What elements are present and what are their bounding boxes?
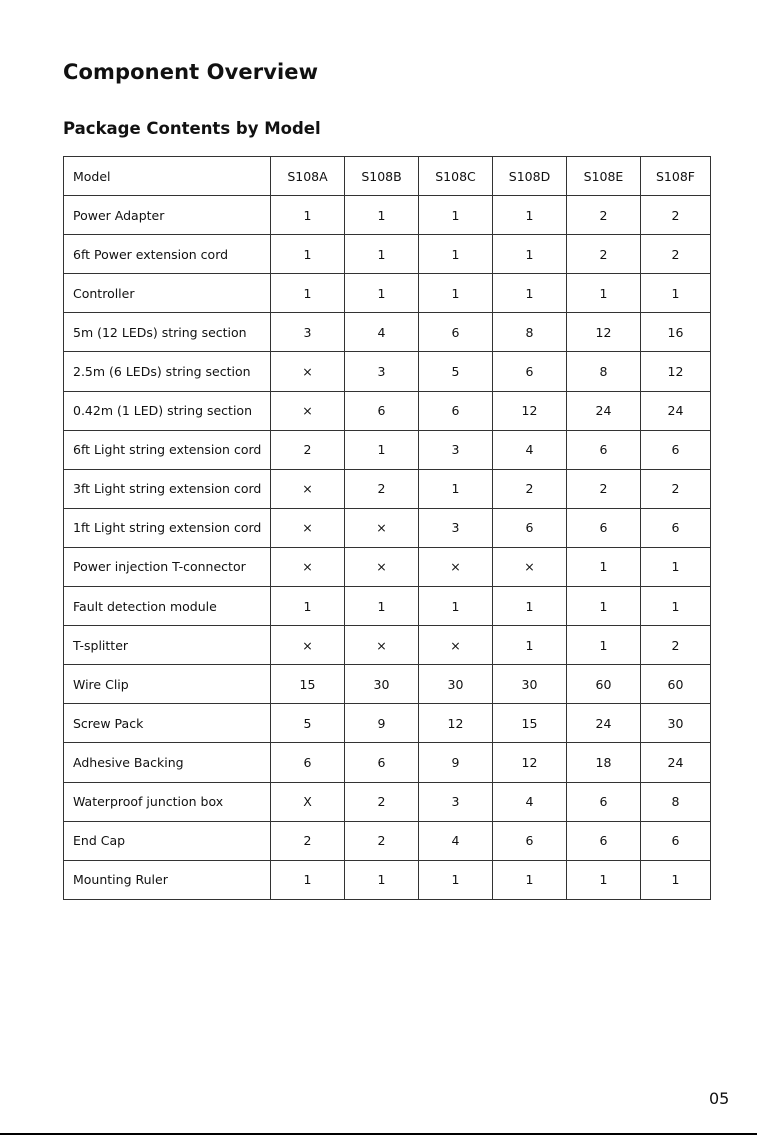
- quantity-cell: 15: [271, 665, 345, 704]
- quantity-cell: 16: [641, 313, 711, 352]
- quantity-cell: 1: [345, 235, 419, 274]
- quantity-cell: 3: [419, 782, 493, 821]
- quantity-cell: ×: [345, 626, 419, 665]
- quantity-cell: 2: [641, 469, 711, 508]
- quantity-cell: 1: [493, 587, 567, 626]
- quantity-cell: 6: [567, 821, 641, 860]
- quantity-cell: 30: [345, 665, 419, 704]
- header-cell-s108e: S108E: [567, 157, 641, 196]
- table-row: [64, 665, 711, 704]
- quantity-cell: ×: [271, 391, 345, 430]
- quantity-cell: 18: [567, 743, 641, 782]
- quantity-cell: 1: [641, 274, 711, 313]
- header-cell-s108f: S108F: [641, 157, 711, 196]
- quantity-cell: 12: [419, 704, 493, 743]
- table-row: [64, 235, 711, 274]
- quantity-cell: 6: [345, 743, 419, 782]
- quantity-cell: 1: [493, 235, 567, 274]
- component-name-cell: Mounting Ruler: [64, 860, 271, 899]
- table-body: [64, 157, 711, 900]
- table-row: [64, 430, 711, 469]
- quantity-cell: 2: [641, 196, 711, 235]
- quantity-cell: 4: [493, 430, 567, 469]
- quantity-cell: 3: [419, 508, 493, 547]
- quantity-cell: 1: [567, 626, 641, 665]
- quantity-cell: 1: [419, 274, 493, 313]
- quantity-cell: 6: [493, 821, 567, 860]
- header-cell-s108a: S108A: [271, 157, 345, 196]
- quantity-cell: X: [271, 782, 345, 821]
- quantity-cell: 12: [493, 743, 567, 782]
- header-cell-s108d: S108D: [493, 157, 567, 196]
- quantity-cell: 24: [567, 704, 641, 743]
- table-row: [64, 860, 711, 899]
- table-row: [64, 547, 711, 586]
- quantity-cell: ×: [271, 352, 345, 391]
- quantity-cell: 2: [271, 821, 345, 860]
- quantity-cell: 6: [567, 430, 641, 469]
- quantity-cell: 9: [345, 704, 419, 743]
- quantity-cell: 1: [345, 430, 419, 469]
- quantity-cell: 6: [419, 313, 493, 352]
- quantity-cell: ×: [419, 626, 493, 665]
- quantity-cell: 1: [271, 587, 345, 626]
- quantity-cell: 30: [493, 665, 567, 704]
- quantity-cell: 4: [419, 821, 493, 860]
- quantity-cell: 6: [493, 508, 567, 547]
- component-name-cell: 5m (12 LEDs) string section: [64, 313, 271, 352]
- quantity-cell: 1: [641, 587, 711, 626]
- quantity-cell: 24: [567, 391, 641, 430]
- quantity-cell: 1: [271, 235, 345, 274]
- quantity-cell: ×: [493, 547, 567, 586]
- quantity-cell: 6: [641, 821, 711, 860]
- quantity-cell: 1: [271, 274, 345, 313]
- component-name-cell: 2.5m (6 LEDs) string section: [64, 352, 271, 391]
- quantity-cell: 4: [345, 313, 419, 352]
- quantity-cell: 15: [493, 704, 567, 743]
- package-contents-table: [63, 156, 711, 900]
- quantity-cell: 8: [641, 782, 711, 821]
- table-row: [64, 391, 711, 430]
- quantity-cell: 2: [641, 235, 711, 274]
- component-name-cell: Adhesive Backing: [64, 743, 271, 782]
- quantity-cell: 1: [419, 469, 493, 508]
- header-cell-s108b: S108B: [345, 157, 419, 196]
- table-row: [64, 704, 711, 743]
- quantity-cell: 1: [345, 274, 419, 313]
- table-row: [64, 782, 711, 821]
- quantity-cell: 1: [419, 196, 493, 235]
- quantity-cell: ×: [419, 547, 493, 586]
- table-row: [64, 743, 711, 782]
- component-name-cell: Power Adapter: [64, 196, 271, 235]
- component-name-cell: 6ft Light string extension cord: [64, 430, 271, 469]
- quantity-cell: 2: [567, 235, 641, 274]
- quantity-cell: 1: [567, 860, 641, 899]
- quantity-cell: 12: [641, 352, 711, 391]
- quantity-cell: 1: [641, 547, 711, 586]
- component-name-cell: End Cap: [64, 821, 271, 860]
- component-name-cell: 6ft Power extension cord: [64, 235, 271, 274]
- quantity-cell: 1: [345, 860, 419, 899]
- quantity-cell: 1: [345, 196, 419, 235]
- quantity-cell: 1: [641, 860, 711, 899]
- quantity-cell: 1: [271, 860, 345, 899]
- table-header-row: [64, 157, 711, 196]
- table-row: [64, 352, 711, 391]
- quantity-cell: 2: [641, 626, 711, 665]
- quantity-cell: 30: [419, 665, 493, 704]
- quantity-cell: 3: [271, 313, 345, 352]
- quantity-cell: 6: [567, 508, 641, 547]
- quantity-cell: ×: [271, 469, 345, 508]
- quantity-cell: 30: [641, 704, 711, 743]
- quantity-cell: 2: [567, 196, 641, 235]
- component-name-cell: Power injection T-connector: [64, 547, 271, 586]
- table-row: [64, 274, 711, 313]
- quantity-cell: 6: [345, 391, 419, 430]
- quantity-cell: 8: [567, 352, 641, 391]
- page-title: Component Overview: [63, 60, 319, 84]
- quantity-cell: ×: [345, 547, 419, 586]
- page-number: 05: [709, 1089, 730, 1108]
- quantity-cell: 12: [493, 391, 567, 430]
- quantity-cell: 24: [641, 391, 711, 430]
- header-cell-model: Model: [64, 157, 271, 196]
- quantity-cell: 60: [567, 665, 641, 704]
- quantity-cell: 6: [419, 391, 493, 430]
- table-row: [64, 313, 711, 352]
- quantity-cell: 6: [567, 782, 641, 821]
- quantity-cell: 5: [271, 704, 345, 743]
- quantity-cell: 8: [493, 313, 567, 352]
- component-name-cell: 3ft Light string extension cord: [64, 469, 271, 508]
- quantity-cell: 2: [345, 821, 419, 860]
- quantity-cell: 2: [271, 430, 345, 469]
- quantity-cell: 1: [419, 860, 493, 899]
- quantity-cell: 1: [567, 274, 641, 313]
- quantity-cell: 1: [493, 860, 567, 899]
- quantity-cell: ×: [345, 508, 419, 547]
- quantity-cell: 1: [493, 274, 567, 313]
- quantity-cell: 2: [345, 782, 419, 821]
- quantity-cell: 6: [641, 430, 711, 469]
- quantity-cell: 3: [419, 430, 493, 469]
- component-name-cell: 1ft Light string extension cord: [64, 508, 271, 547]
- quantity-cell: 2: [345, 469, 419, 508]
- quantity-cell: 1: [419, 587, 493, 626]
- component-name-cell: Waterproof junction box: [64, 782, 271, 821]
- component-name-cell: T-splitter: [64, 626, 271, 665]
- quantity-cell: 6: [271, 743, 345, 782]
- table-row: [64, 196, 711, 235]
- quantity-cell: 6: [493, 352, 567, 391]
- header-cell-s108c: S108C: [419, 157, 493, 196]
- quantity-cell: 6: [641, 508, 711, 547]
- quantity-cell: 2: [493, 469, 567, 508]
- quantity-cell: 1: [493, 196, 567, 235]
- quantity-cell: 9: [419, 743, 493, 782]
- quantity-cell: 4: [493, 782, 567, 821]
- quantity-cell: 5: [419, 352, 493, 391]
- quantity-cell: 1: [419, 235, 493, 274]
- quantity-cell: 1: [493, 626, 567, 665]
- quantity-cell: ×: [271, 626, 345, 665]
- quantity-cell: 24: [641, 743, 711, 782]
- component-name-cell: Controller: [64, 274, 271, 313]
- quantity-cell: ×: [271, 547, 345, 586]
- quantity-cell: 60: [641, 665, 711, 704]
- quantity-cell: 1: [345, 587, 419, 626]
- quantity-cell: 1: [567, 587, 641, 626]
- component-name-cell: Wire Clip: [64, 665, 271, 704]
- quantity-cell: 3: [345, 352, 419, 391]
- table-row: [64, 587, 711, 626]
- table-row: [64, 469, 711, 508]
- quantity-cell: 1: [567, 547, 641, 586]
- component-name-cell: 0.42m (1 LED) string section: [64, 391, 271, 430]
- table-row: [64, 626, 711, 665]
- component-name-cell: Fault detection module: [64, 587, 271, 626]
- table-row: [64, 821, 711, 860]
- quantity-cell: 2: [567, 469, 641, 508]
- section-title: Package Contents by Model: [63, 119, 321, 138]
- quantity-cell: ×: [271, 508, 345, 547]
- quantity-cell: 12: [567, 313, 641, 352]
- quantity-cell: 1: [271, 196, 345, 235]
- component-name-cell: Screw Pack: [64, 704, 271, 743]
- table-row: [64, 508, 711, 547]
